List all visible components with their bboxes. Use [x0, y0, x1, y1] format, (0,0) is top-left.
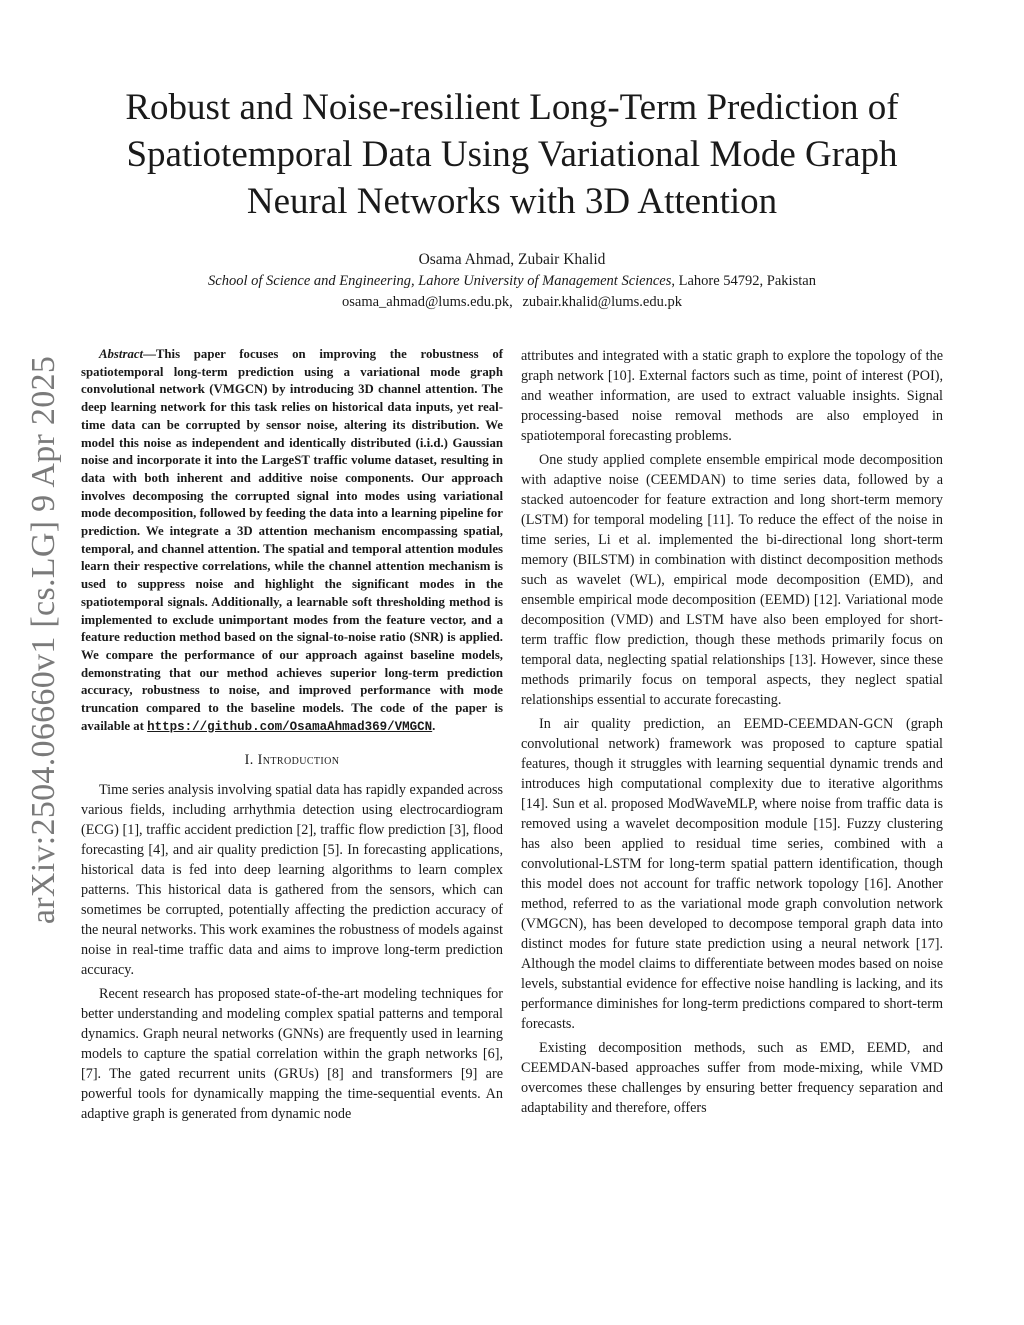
- abstract: [81, 346, 503, 736]
- section-heading-introduction: [81, 750, 503, 770]
- body-paragraph: In air quality prediction, an EEMD-CEEMDAN-GCN (graph convolutional network) framework was proposed to capture spatial features, though it struggles with learning sequential dynamic trends and introduces high computational complexity due to iterative algorithms [14]. Sun et al. proposed ModWaveMLP, where noise from traffic data is removed using a wavelet decomposition module [15]. Fuzzy clustering has also been applied to residual time series, combined with a convolutional-LSTM for long-term spatial pattern identification, though this model does not account for traffic network topology [16]. Another method, referred to as the variational mode graph convolution network (VMGCN), has been developed to decompose temporal graph data into distinct modes for future state prediction using a neural network [17]. Although the model claims to differentiate between modes based on noise levels, substantial evidence for effective noise handling is lacking, and its performance diminishes for long-term predictions compared to short-term forecasts.: [521, 716, 943, 1032]
- email-first-author[interactable]: osama_ahmad@lums.edu.pk,: [342, 294, 513, 310]
- left-column: [81, 346, 503, 1124]
- section-number: I.: [244, 752, 258, 769]
- right-column: [521, 346, 943, 1118]
- affiliation: [80, 271, 944, 291]
- arxiv-side-stamp: arXiv:2504.06660v1 [cs.LG] 9 Apr 2025: [25, 355, 62, 925]
- email-second-author[interactable]: zubair.khalid@lums.edu.pk: [522, 294, 682, 310]
- paper-title: Robust and Noise-resilient Long-Term Prediction of Spatiotemporal Data Using Variational Mode Graph Neural Networks with 3D Attention: [125, 87, 899, 222]
- code-repository-link[interactable]: https://github.com/OsamaAhmad369/VMGCN: [147, 719, 433, 734]
- author-emails: [80, 292, 944, 312]
- intro-paragraph: Recent research has proposed state-of-the-art modeling techniques for better understanding and modeling complex spatial patterns and temporal dynamics. Graph neural networks (GNNs) are frequently used in learning models to capture the spatial correlation within the graph networks [6], [7]. The gated recurrent units (GRUs) [8] and transformers [9] are powerful tools for dynamically mapping the time-sequential events. An adaptive graph is generated from dynamic node: [81, 986, 503, 1123]
- body-paragraph: One study applied complete ensemble empirical mode decomposition with adaptive noise (CEEMDAN) to time series data, followed by a stacked autoencoder for feature extraction and long short-term memory (LSTM) for temporal modeling [11]. To reduce the effect of the noise in time series, Li et al. implemented the bi-directional long short-term memory (BILSTM) in combination with distinct decomposition methods such as wavelet (WL), empirical mode decomposition (EMD), and ensemble empirical mode decomposition (EEMD) [12]. Variational mode decomposition (VMD) and LSTM have also been employed for short-term traffic flow prediction, though these methods primarily focus on temporal data, neglecting spatial relationships [13]. However, since these methods primarily focus on temporal aspects, they neglect spatial relationships essential to accurate forecasting.: [521, 452, 943, 708]
- affiliation-institution: School of Science and Engineering, Lahore University of Management Sciences: [208, 273, 672, 289]
- section-title: Introduction: [257, 752, 340, 769]
- body-paragraph: Existing decomposition methods, such as EMD, EEMD, and CEEMDAN-based approaches suffer from mode-mixing, while VMD overcomes these challenges by ensuring better frequency separation and adaptability and therefore, offers: [521, 1040, 943, 1116]
- author-list: Osama Ahmad, Zubair Khalid: [418, 251, 606, 268]
- body-paragraph: attributes and integrated with a static graph to explore the topology of the graph network [10]. External factors such as time, point of interest (POI), and weather information, are used to extract valuable insights. Signal processing-based noise removal methods are also employed in spatiotemporal forecasting problems.: [521, 348, 943, 444]
- abstract-text: —This paper focuses on improving the robustness of spatiotemporal long-term prediction using a variational mode graph convolutional network (VMGCN) by introducing 3D channel attention. The deep learning network for this task relies on historical data inputs, yet real-time data can be corrupted by sensor noise, altering its distribution. We model this noise as independent and identically distributed (i.i.d.) Gaussian noise and incorporate it into the LargeST traffic volume dataset, resulting in data with both inherent and additive noise components. Our approach involves decomposing the corrupted signal into modes using variational mode decomposition, followed by feeding the data into a learning pipeline for prediction. We integrate a 3D attention mechanism encompassing spatial, temporal, and channel attention. The spatial and temporal attention modules learn their respective correlations, while the channel attention mechanism is used to suppress noise and highlight the significant modes in the spatiotemporal signals. Additionally, a learnable soft thresholding method is implemented to exclude unimportant modes from the feature vector, and a feature reduction method based on the signal-to-noise ratio (SNR) is applied. We compare the performance of our approach against baseline models, demonstrating that our method achieves superior long-term prediction accuracy, robustness to noise, and improved performance with mode truncation compared to the baseline models. The code of the paper is available at: [81, 347, 503, 733]
- intro-paragraph: Time series analysis involving spatial data has rapidly expanded across various fields, including arrhythmia detection using electrocardiogram (ECG) [1], traffic accident prediction [2], traffic flow prediction [3], flood forecasting [4], and air quality prediction [5]. In forecasting applications, historical data is fed into deep learning algorithms to learn complex patterns. This historical data is gathered from the sensors, which can sometimes be corrupted, potentially affecting the prediction accuracy of the neural networks. This work examines the robustness of models against noise in real-time traffic data and aims to improve long-term prediction accuracy.: [81, 782, 503, 979]
- abstract-end: .: [432, 718, 436, 733]
- affiliation-location: , Lahore 54792, Pakistan: [671, 273, 816, 289]
- abstract-label: Abstract: [99, 347, 144, 361]
